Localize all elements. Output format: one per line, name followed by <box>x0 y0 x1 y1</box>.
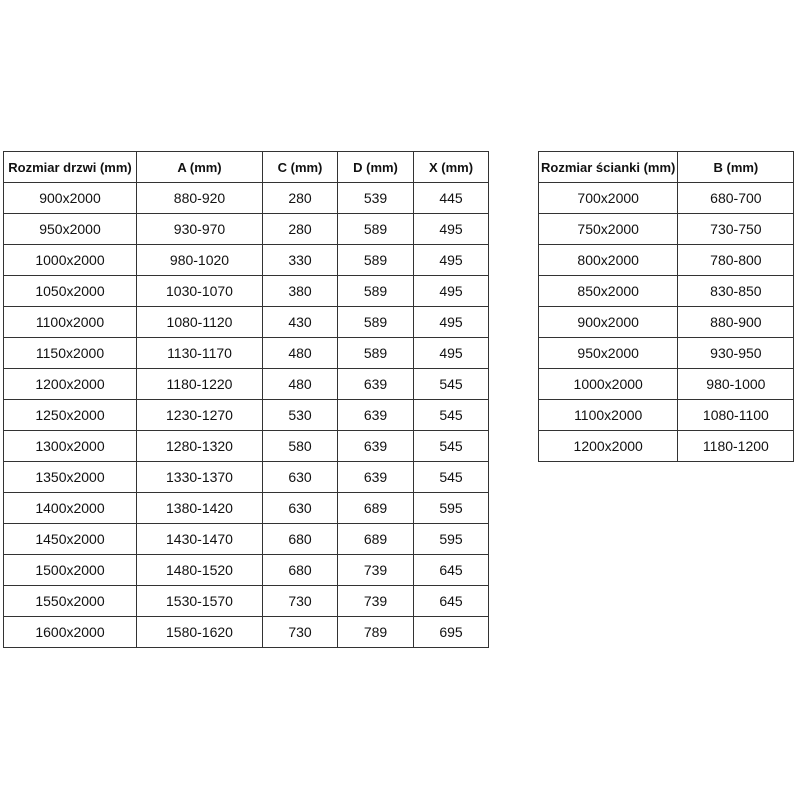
table-cell: 480 <box>263 338 338 369</box>
table-cell: 1080-1100 <box>678 400 794 431</box>
table-row <box>4 431 489 462</box>
table-cell: 1080-1120 <box>137 307 263 338</box>
table-row <box>539 431 794 462</box>
table-cell: 445 <box>414 183 489 214</box>
table-cell: 1380-1420 <box>137 493 263 524</box>
table-cell: 1350x2000 <box>4 462 137 493</box>
table-row <box>539 307 794 338</box>
table-cell: 700x2000 <box>539 183 678 214</box>
table-cell: 880-920 <box>137 183 263 214</box>
table-cell: 280 <box>263 183 338 214</box>
table-cell: 1180-1220 <box>137 369 263 400</box>
table-cell: 739 <box>338 586 414 617</box>
table-cell: 730-750 <box>678 214 794 245</box>
column-header: Rozmiar ścianki (mm) <box>539 152 678 183</box>
table-cell: 1330-1370 <box>137 462 263 493</box>
table-cell: 580 <box>263 431 338 462</box>
table-cell: 930-950 <box>678 338 794 369</box>
table-cell: 645 <box>414 586 489 617</box>
table-row <box>4 338 489 369</box>
table-cell: 1050x2000 <box>4 276 137 307</box>
table-cell: 1030-1070 <box>137 276 263 307</box>
table-cell: 1180-1200 <box>678 431 794 462</box>
table-cell: 1550x2000 <box>4 586 137 617</box>
table-cell: 1100x2000 <box>539 400 678 431</box>
table-row <box>4 524 489 555</box>
table-cell: 1450x2000 <box>4 524 137 555</box>
table-cell: 639 <box>338 462 414 493</box>
table-cell: 1100x2000 <box>4 307 137 338</box>
table-cell: 545 <box>414 369 489 400</box>
table-cell: 750x2000 <box>539 214 678 245</box>
table-cell: 1580-1620 <box>137 617 263 648</box>
table-cell: 800x2000 <box>539 245 678 276</box>
table-cell: 380 <box>263 276 338 307</box>
table-row <box>4 586 489 617</box>
table-cell: 639 <box>338 431 414 462</box>
table-cell: 1200x2000 <box>4 369 137 400</box>
table-cell: 680 <box>263 524 338 555</box>
column-header: A (mm) <box>137 152 263 183</box>
table-cell: 545 <box>414 400 489 431</box>
table-cell: 1530-1570 <box>137 586 263 617</box>
table-cell: 1300x2000 <box>4 431 137 462</box>
table-cell: 595 <box>414 493 489 524</box>
table-row <box>4 400 489 431</box>
table-cell: 680-700 <box>678 183 794 214</box>
table-row <box>4 276 489 307</box>
table-cell: 545 <box>414 431 489 462</box>
door-size-table <box>3 151 489 648</box>
table-cell: 880-900 <box>678 307 794 338</box>
table-cell: 495 <box>414 214 489 245</box>
table-cell: 645 <box>414 555 489 586</box>
table-row <box>4 617 489 648</box>
table-cell: 780-800 <box>678 245 794 276</box>
table-row <box>4 555 489 586</box>
table-cell: 1400x2000 <box>4 493 137 524</box>
table-row <box>539 369 794 400</box>
column-header: B (mm) <box>678 152 794 183</box>
table-cell: 980-1020 <box>137 245 263 276</box>
table-cell: 1130-1170 <box>137 338 263 369</box>
table-cell: 589 <box>338 338 414 369</box>
table-cell: 830-850 <box>678 276 794 307</box>
table-cell: 1600x2000 <box>4 617 137 648</box>
table-row <box>4 307 489 338</box>
table-cell: 730 <box>263 617 338 648</box>
table-row <box>4 493 489 524</box>
table-row <box>539 245 794 276</box>
table-row <box>4 214 489 245</box>
header-row <box>4 152 489 183</box>
table-cell: 689 <box>338 493 414 524</box>
table-cell: 330 <box>263 245 338 276</box>
table-cell: 495 <box>414 307 489 338</box>
table-cell: 1250x2000 <box>4 400 137 431</box>
table-row <box>4 462 489 493</box>
table-cell: 1000x2000 <box>4 245 137 276</box>
table-row <box>4 245 489 276</box>
table-cell: 589 <box>338 214 414 245</box>
table-cell: 789 <box>338 617 414 648</box>
table-cell: 930-970 <box>137 214 263 245</box>
header-row <box>539 152 794 183</box>
table-cell: 589 <box>338 245 414 276</box>
table-cell: 1480-1520 <box>137 555 263 586</box>
table-row <box>4 369 489 400</box>
table-cell: 680 <box>263 555 338 586</box>
table-cell: 739 <box>338 555 414 586</box>
column-header: D (mm) <box>338 152 414 183</box>
table-cell: 630 <box>263 493 338 524</box>
wall-size-table <box>538 151 794 462</box>
column-header: C (mm) <box>263 152 338 183</box>
table-cell: 480 <box>263 369 338 400</box>
table-row <box>539 338 794 369</box>
table-cell: 545 <box>414 462 489 493</box>
table-row <box>4 183 489 214</box>
column-header: Rozmiar drzwi (mm) <box>4 152 137 183</box>
table-cell: 539 <box>338 183 414 214</box>
table-row <box>539 183 794 214</box>
table-cell: 1230-1270 <box>137 400 263 431</box>
table-cell: 980-1000 <box>678 369 794 400</box>
table-cell: 850x2000 <box>539 276 678 307</box>
table-cell: 530 <box>263 400 338 431</box>
table-cell: 495 <box>414 276 489 307</box>
table-cell: 1000x2000 <box>539 369 678 400</box>
table-cell: 495 <box>414 338 489 369</box>
table-cell: 589 <box>338 307 414 338</box>
table-cell: 950x2000 <box>4 214 137 245</box>
table-cell: 900x2000 <box>539 307 678 338</box>
table-cell: 595 <box>414 524 489 555</box>
table-cell: 495 <box>414 245 489 276</box>
table-cell: 639 <box>338 369 414 400</box>
table-row <box>539 214 794 245</box>
table-cell: 589 <box>338 276 414 307</box>
table-cell: 950x2000 <box>539 338 678 369</box>
table-cell: 630 <box>263 462 338 493</box>
table-cell: 900x2000 <box>4 183 137 214</box>
column-header: X (mm) <box>414 152 489 183</box>
table-cell: 689 <box>338 524 414 555</box>
table-cell: 730 <box>263 586 338 617</box>
table-row <box>539 400 794 431</box>
table-cell: 695 <box>414 617 489 648</box>
table-row <box>539 276 794 307</box>
table-cell: 1150x2000 <box>4 338 137 369</box>
table-cell: 1500x2000 <box>4 555 137 586</box>
table-cell: 639 <box>338 400 414 431</box>
table-cell: 1200x2000 <box>539 431 678 462</box>
table-cell: 430 <box>263 307 338 338</box>
table-cell: 1280-1320 <box>137 431 263 462</box>
table-cell: 1430-1470 <box>137 524 263 555</box>
table-cell: 280 <box>263 214 338 245</box>
